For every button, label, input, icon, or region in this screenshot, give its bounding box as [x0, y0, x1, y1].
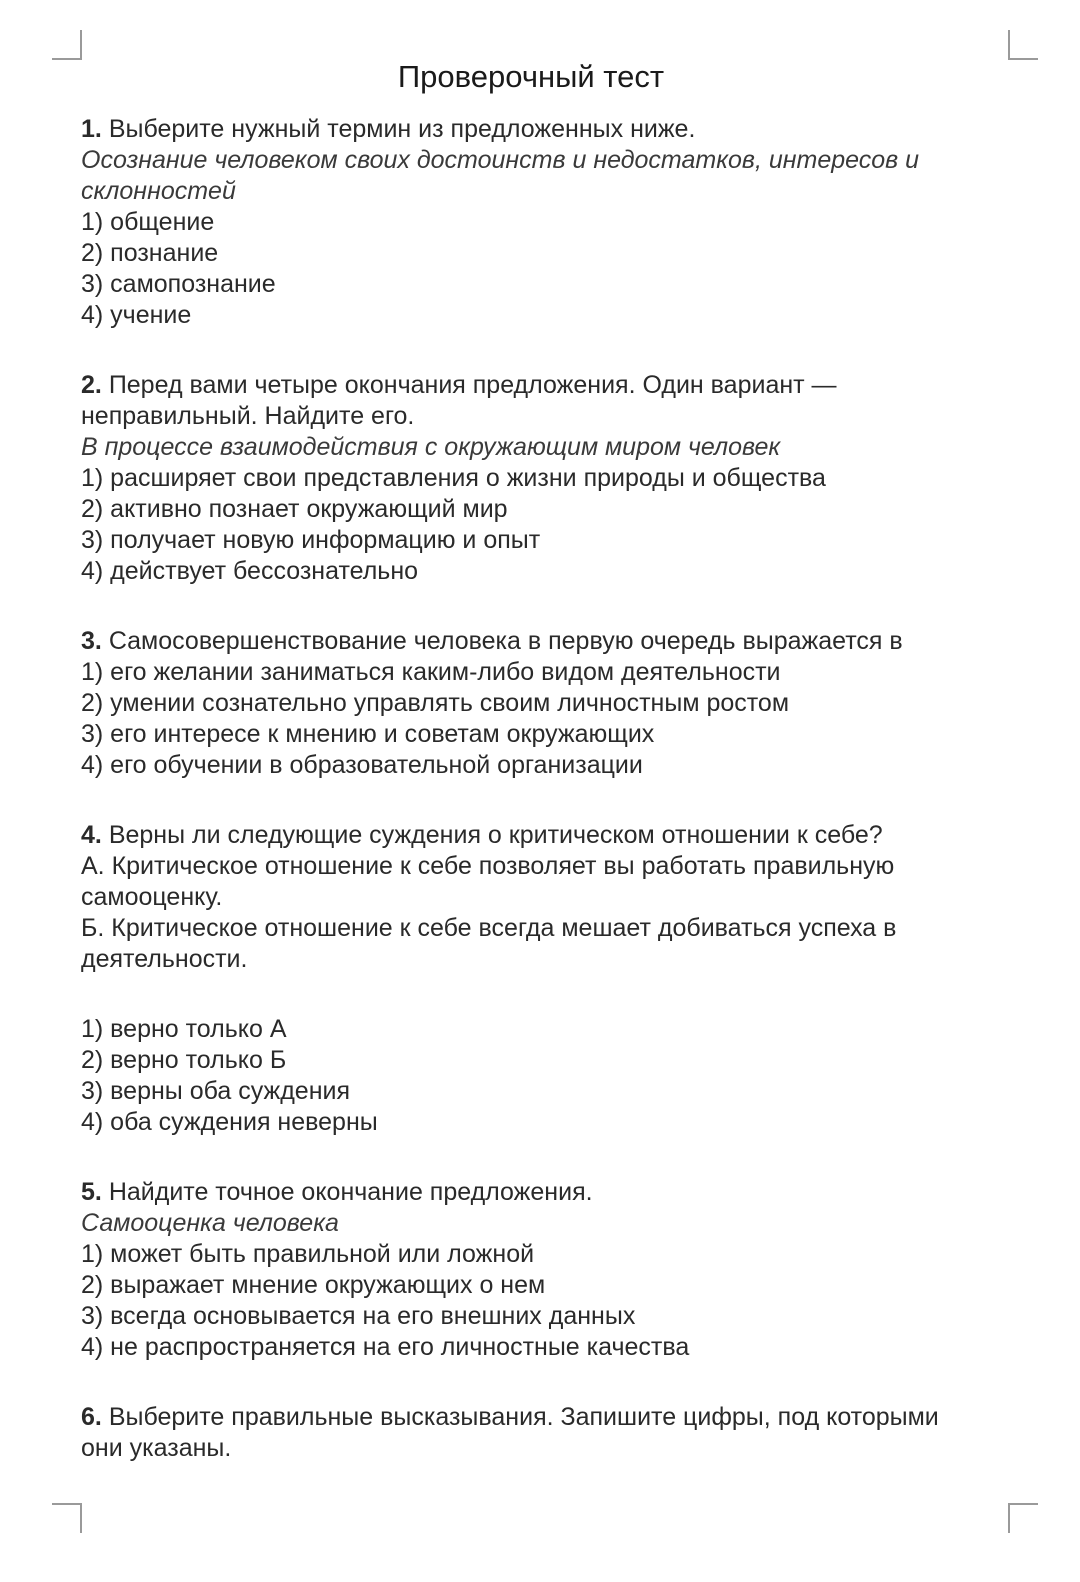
answer-option: 2) познание [81, 239, 219, 267]
question-prompt: Выберите нужный термин из предложенных ниже. [108, 115, 696, 143]
question-italic-stem: Самооценка человека [81, 1209, 339, 1237]
answer-option: 3) верны оба суждения [81, 1077, 351, 1105]
question-prompt: Выберите правильные высказывания. Запишите цифры, под которыми они указаны. [81, 1403, 939, 1462]
answer-option: 1) верно только А [81, 1015, 287, 1043]
answer-option: 1) общение [81, 208, 215, 236]
answer-option: 4) действует бессознательно [81, 557, 419, 585]
question-prompt: Перед вами четыре окончания предложения. Один вариант — неправильный. Найдите его. [81, 371, 837, 430]
question-3 [81, 626, 981, 781]
crop-mark-bottom-right [1008, 1503, 1038, 1533]
document-page [81, 56, 981, 1503]
question-number: 5. [81, 1178, 102, 1206]
answer-options [81, 657, 981, 781]
question-number: 4. [81, 821, 102, 849]
answer-options [81, 1239, 981, 1363]
answer-option: 3) самопознание [81, 270, 276, 298]
statement-b: Б. Критическое отношение к себе всегда мешает добиваться успеха в деятельности. [81, 914, 897, 973]
page-title: Проверочный тест [397, 59, 665, 94]
answer-options [81, 463, 981, 587]
answer-option: 3) его интересе к мнению и советам окружающих [81, 720, 655, 748]
answer-options [81, 1014, 981, 1138]
answer-option: 2) активно познает окружающий мир [81, 495, 508, 523]
question-number: 3. [81, 627, 102, 655]
question-1 [81, 114, 981, 331]
question-2 [81, 370, 981, 587]
statement-a: А. Критическое отношение к себе позволяет вы работать правильную самооценку. [81, 852, 895, 911]
spacer [81, 975, 981, 1014]
answer-option: 1) его желании заниматься каким-либо видом деятельности [81, 658, 781, 686]
question-4 [81, 820, 981, 1138]
question-text [81, 1402, 981, 1464]
question-text [81, 820, 981, 851]
question-text [81, 626, 981, 657]
question-italic-stem: Осознание человеком своих достоинств и недостатков, интересов и склонностей [81, 146, 920, 205]
question-number: 1. [81, 115, 102, 143]
question-prompt: Самосовершенствование человека в первую очередь выражается в [108, 627, 903, 655]
question-number: 2. [81, 371, 102, 399]
question-5 [81, 1177, 981, 1363]
question-prompt: Верны ли следующие суждения о критическом отношении к себе? [108, 821, 883, 849]
crop-mark-top-left [52, 30, 82, 60]
answer-option: 4) учение [81, 301, 192, 329]
question-text [81, 1177, 981, 1208]
answer-option: 4) не распространяется на его личностные качества [81, 1333, 690, 1361]
answer-option: 3) получает новую информацию и опыт [81, 526, 541, 554]
question-prompt: Найдите точное окончание предложения. [108, 1178, 593, 1206]
answer-option: 3) всегда основывается на его внешних данных [81, 1302, 636, 1330]
question-italic-stem: В процессе взаимодействия с окружающим миром человек [81, 433, 781, 461]
statements [81, 851, 981, 975]
answer-option: 2) умении сознательно управлять своим личностным ростом [81, 689, 790, 717]
answer-option: 1) расширяет свои представления о жизни природы и общества [81, 464, 826, 492]
answer-option: 1) может быть правильной или ложной [81, 1240, 535, 1268]
question-text [81, 370, 981, 432]
answer-option: 2) верно только Б [81, 1046, 287, 1074]
answer-option: 4) его обучении в образовательной организации [81, 751, 643, 779]
answer-option: 2) выражает мнение окружающих о нем [81, 1271, 546, 1299]
answer-option: 4) оба суждения неверны [81, 1108, 378, 1136]
question-number: 6. [81, 1403, 102, 1431]
question-text [81, 114, 981, 145]
crop-mark-top-right [1008, 30, 1038, 60]
answer-options [81, 207, 981, 331]
crop-mark-bottom-left [52, 1503, 82, 1533]
question-6 [81, 1402, 981, 1464]
